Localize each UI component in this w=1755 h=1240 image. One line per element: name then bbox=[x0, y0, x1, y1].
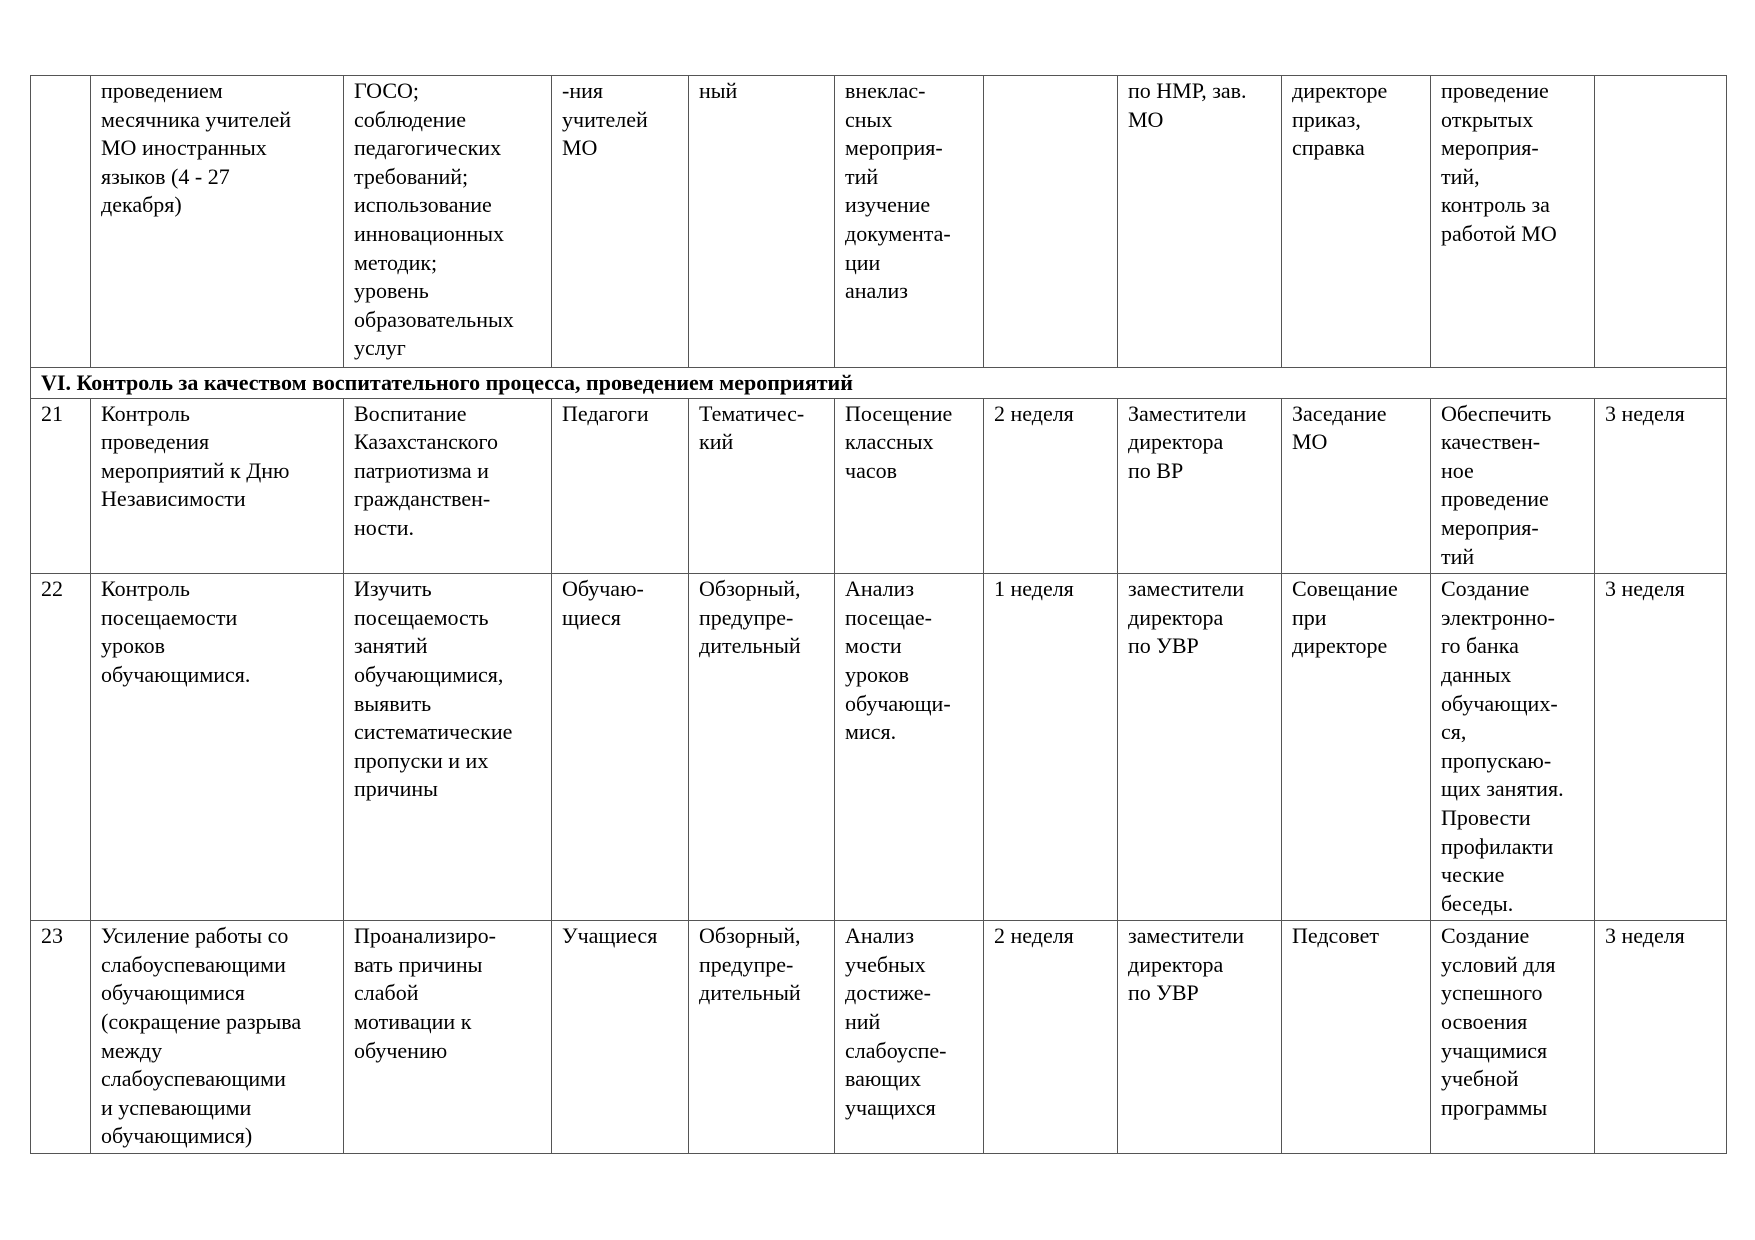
cell-num: 22 bbox=[31, 574, 91, 921]
control-plan-table bbox=[30, 75, 1727, 1154]
cell-decision: проведение открытых мероприя- тий, контроль за работой МО bbox=[1431, 76, 1595, 368]
cell-num: 23 bbox=[31, 921, 91, 1154]
cell-goal: Воспитание Казахстанского патриотизма и гражданствен- ности. bbox=[344, 398, 552, 574]
cell-decision: Создание условий для успешного освоения учащимися учебной программы bbox=[1431, 921, 1595, 1154]
cell-recheck bbox=[1595, 76, 1727, 368]
cell-object: Педагоги bbox=[552, 398, 689, 574]
cell-subject: Контроль посещаемости уроков обучающимися. bbox=[91, 574, 344, 921]
cell-responsible: заместители директора по УВР bbox=[1118, 921, 1282, 1154]
cell-subject: проведением месячника учителей МО иностранных языков (4 - 27 декабря) bbox=[91, 76, 344, 368]
cell-num: 21 bbox=[31, 398, 91, 574]
cell-review: Совещание при директоре bbox=[1282, 574, 1431, 921]
cell-responsible: Заместители директора по ВР bbox=[1118, 398, 1282, 574]
cell-goal: Проанализиро- вать причины слабой мотивации к обучению bbox=[344, 921, 552, 1154]
cell-timing: 1 неделя bbox=[984, 574, 1118, 921]
cell-decision: Создание электронно- го банка данных обучающих- ся, пропускаю- щих занятия. Провести профилакти ческие беседы. bbox=[1431, 574, 1595, 921]
cell-method: внеклас- сных мероприя- тий изучение документа- ции анализ bbox=[835, 76, 984, 368]
cell-object: Обучаю- щиеся bbox=[552, 574, 689, 921]
cell-subject: Усиление работы со слабоуспевающими обучающимися (сокращение разрыва между слабоуспевающими и успевающими обучающимися) bbox=[91, 921, 344, 1154]
cell-recheck: 3 неделя bbox=[1595, 574, 1727, 921]
cell-method: Посещение классных часов bbox=[835, 398, 984, 574]
cell-decision: Обеспечить качествен- ное проведение мероприя- тий bbox=[1431, 398, 1595, 574]
cell-review: Заседание МО bbox=[1282, 398, 1431, 574]
document-page bbox=[30, 75, 1726, 1154]
cell-type: Обзорный, предупре- дительный bbox=[689, 921, 835, 1154]
cell-goal: ГОСО; соблюдение педагогических требований; использование инновационных методик; уровень образовательных услуг bbox=[344, 76, 552, 368]
cell-review: Педсовет bbox=[1282, 921, 1431, 1154]
cell-timing: 2 неделя bbox=[984, 921, 1118, 1154]
table-row-continuation bbox=[31, 76, 1727, 368]
table-row bbox=[31, 921, 1727, 1154]
cell-timing bbox=[984, 76, 1118, 368]
cell-recheck: 3 неделя bbox=[1595, 921, 1727, 1154]
cell-review: директоре приказ, справка bbox=[1282, 76, 1431, 368]
table-row bbox=[31, 574, 1727, 921]
cell-responsible: по НМР, зав. МО bbox=[1118, 76, 1282, 368]
cell-object: -ния учителей МО bbox=[552, 76, 689, 368]
cell-recheck: 3 неделя bbox=[1595, 398, 1727, 574]
cell-type: ный bbox=[689, 76, 835, 368]
section-title: VI. Контроль за качеством воспитательного процесса, проведением мероприятий bbox=[31, 368, 1727, 399]
cell-goal: Изучить посещаемость занятий обучающимися, выявить систематические пропуски и их причины bbox=[344, 574, 552, 921]
cell-method: Анализ посещае- мости уроков обучающи- мися. bbox=[835, 574, 984, 921]
cell-responsible: заместители директора по УВР bbox=[1118, 574, 1282, 921]
cell-type: Тематичес- кий bbox=[689, 398, 835, 574]
section-header-row bbox=[31, 368, 1727, 399]
cell-timing: 2 неделя bbox=[984, 398, 1118, 574]
table-row bbox=[31, 398, 1727, 574]
cell-object: Учащиеся bbox=[552, 921, 689, 1154]
cell-type: Обзорный, предупре- дительный bbox=[689, 574, 835, 921]
cell-subject: Контроль проведения мероприятий к Дню Независимости bbox=[91, 398, 344, 574]
cell-num bbox=[31, 76, 91, 368]
cell-method: Анализ учебных достиже- ний слабоуспе- вающих учащихся bbox=[835, 921, 984, 1154]
